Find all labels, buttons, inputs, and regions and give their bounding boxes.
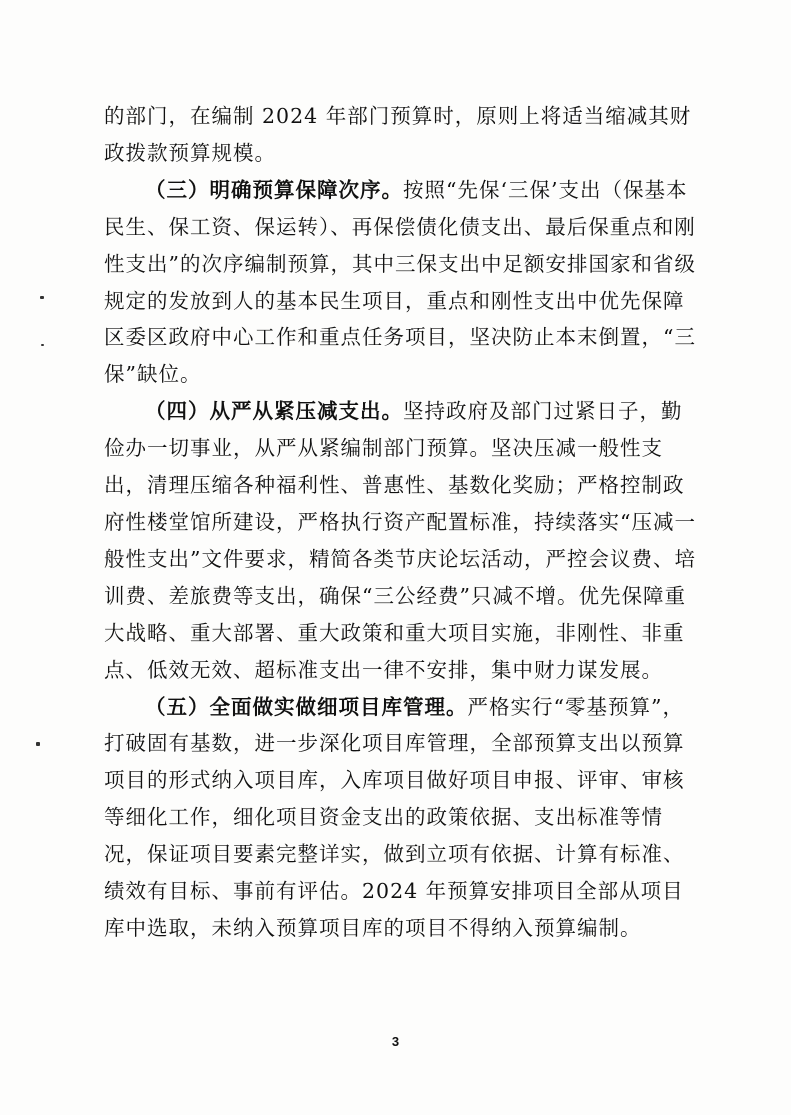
paragraph-text: 严格实行“零基预算”，打破固有基数，进一步深化项目库管理，全部预算支出以预算项目的形式纳入项目库，入库项目做好项目申报、评审、审核等细化工作，细化项目资金支出的政策依据、支出标准等情况，保证项目要素完整详实，做到立项有依据、计算有标准、绩效有目标、事前有评估。2024 年预算安排项目全部从项目库中选取，未纳入预算项目库的项目不得纳入预算编制。	[104, 694, 685, 940]
paragraph-section-4	[104, 393, 696, 688]
scan-speck	[36, 742, 40, 746]
page-number: 3	[391, 1034, 400, 1049]
section-heading: （四）从严从紧压减支出。	[145, 399, 403, 424]
document-body	[104, 98, 696, 947]
scan-speck	[40, 296, 44, 299]
paragraph-text: 的部门，在编制 2024 年部门预算时，原则上将适当缩减其财政拨款预算规模。	[104, 104, 692, 165]
paragraph-section-5	[104, 689, 696, 947]
scan-speck	[41, 344, 44, 346]
paragraph-text: 坚持政府及部门过紧日子，勤俭办一切事业，从严从紧编制部门预算。坚决压减一般性支出，清理压缩各种福利性、普惠性、基数化奖励；严格控制政府性楼堂馆所建设，严格执行资产配置标准，持续落实“压减一般性支出”文件要求，精简各类节庆论坛活动，严控会议费、培训费、差旅费等支出，确保“三公经费”只减不增。优先保障重大战略、重大部署、重大政策和重大项目实施，非刚性、非重点、低效无效、超标准支出一律不安排，集中财力谋发展。	[104, 399, 696, 682]
section-heading: （三）明确预算保障次序。	[145, 177, 403, 202]
paragraph-section-3	[104, 172, 696, 393]
paragraph-text: 按照“先保‘三保’支出（保基本民生、保工资、保运转）、再保偿债化债支出、最后保重点和刚性支出”的次序编制预算，其中三保支出中足额安排国家和省级规定的发放到人的基本民生项目，重点和刚性支出中优先保障区委区政府中心工作和重点任务项目，坚决防止本末倒置，“三保”缺位。	[104, 177, 696, 387]
paragraph-continuation	[104, 98, 696, 172]
section-heading: （五）全面做实做细项目库管理。	[145, 694, 468, 719]
